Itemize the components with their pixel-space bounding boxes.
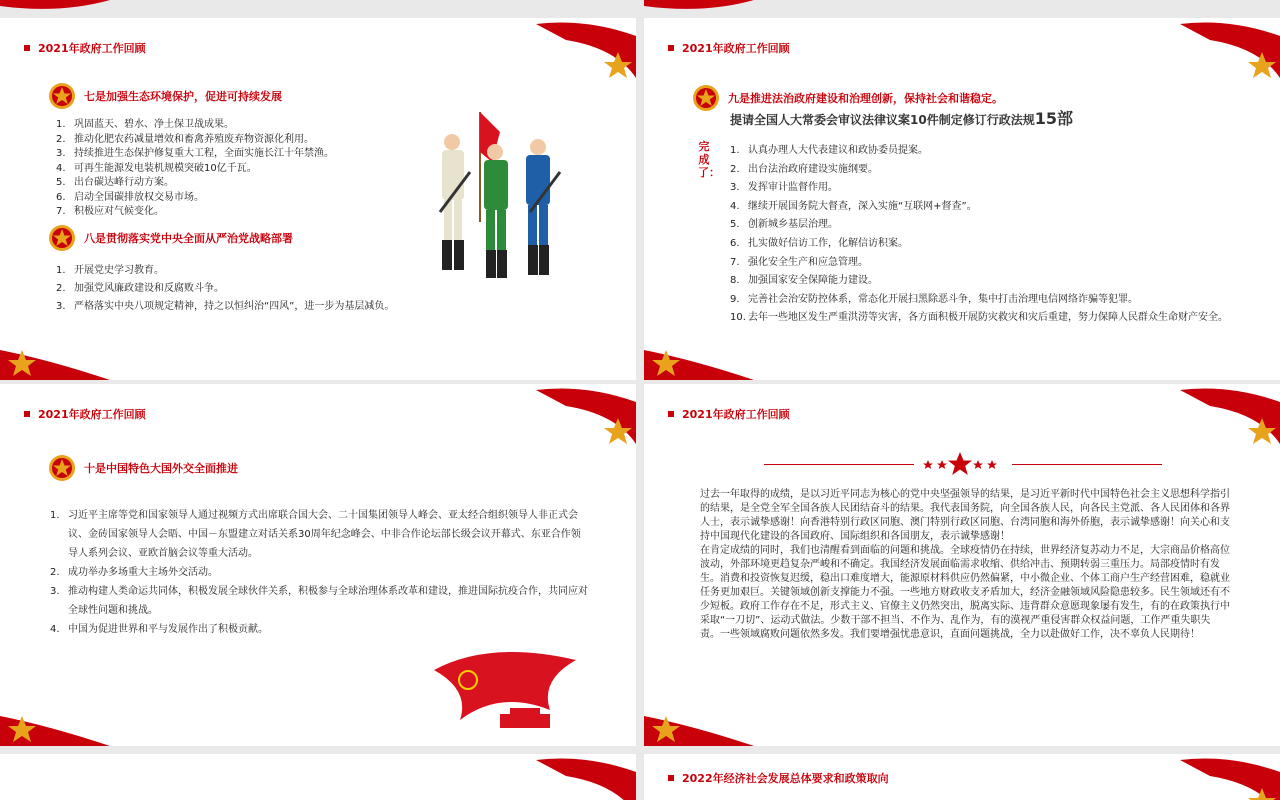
flag-ribbon-decoration (0, 0, 110, 14)
list-item: 5. 创新城乡基层治理。 (730, 219, 838, 231)
section-heading (48, 224, 293, 252)
star-badge-icon (48, 454, 76, 482)
header-title: 2021年政府工作回顾 (682, 408, 790, 421)
vertical-label: 完成了： (698, 140, 720, 179)
list-item: 3. 推动构建人类命运共同体，积极发展全球伙伴关系，积极参与全球治理体系改革和建设，推进国际抗疫合作，共同应对全球性问题和挑战。 (50, 586, 588, 616)
section-title: 九是推进法治政府建设和治理创新，保持社会和谐稳定。 (728, 92, 1003, 105)
section-heading (48, 454, 238, 482)
divider-line (1012, 464, 1162, 465)
flag-ribbon-decoration (526, 384, 636, 444)
flag-ribbon-decoration (526, 18, 636, 78)
summary-text (700, 488, 1230, 642)
bullet-square-icon (24, 411, 30, 417)
party-flag-illustration (430, 640, 580, 732)
list-item: 4. 中国为促进世界和平与发展作出了积极贡献。 (50, 624, 268, 635)
slide-header (24, 40, 146, 56)
list-item: 7. 强化安全生产和应急管理。 (730, 256, 868, 268)
list-item: 3. 持续推进生态保护修复重大工程，全面实施长江十年禁渔。 (56, 148, 334, 159)
section-title: 七是加强生态环境保护，促进可持续发展 (84, 90, 282, 103)
list-item: 8. 加强国家安全保障能力建设。 (730, 275, 878, 287)
five-stars-icon (920, 450, 1000, 478)
star-badge-icon (48, 82, 76, 110)
honor-guard-illustration (420, 102, 570, 282)
divider-line (764, 464, 914, 465)
law-list (730, 142, 1230, 328)
flag-ribbon-decoration (1170, 18, 1280, 78)
flag-ribbon-decoration (644, 330, 754, 380)
slide-header (668, 40, 790, 56)
slide-header (24, 406, 146, 422)
party-list (56, 262, 476, 316)
slide-3[interactable] (0, 384, 636, 746)
header-title: 2021年政府工作回顾 (38, 408, 146, 421)
slide-6[interactable] (644, 754, 1280, 800)
list-item: 3. 发挥审计监督作用。 (730, 182, 838, 194)
slide-4[interactable] (644, 384, 1280, 746)
list-item: 3. 严格落实中央八项规定精神，持之以恒纠治“四风”，进一步为基层减负。 (56, 301, 395, 312)
paragraph: 在肯定成绩的同时，我们也清醒看到面临的问题和挑战。全球疫情仍在持续，世界经济复苏动力不足，大宗商品价格高位波动，外部环境更趋复杂严峻和不确定。我国经济发展面临需求收缩、供给冲击、预期转弱三重压力。局部疫情时有发生。消费和投资恢复迟缓，稳出口难度增大，能源原材料供应仍然偏紧，中小微企业、个体工商户生产经营困难，稳就业任务更加艰巨。关键领域创新支撑能力不强。一些地方财政收支矛盾加大，经济金融领域风险隐患较多。民生领域还有不少短板。政府工作存在不足，形式主义、官僚主义仍然突出，脱离实际、违背群众意愿现象屡有发生，有的在政策执行中采取“一刀切”、运动式做法。少数干部不担当、不作为、乱作为，有的漠视严重侵害群众权益问题，工作严重失职失责。一些领域腐败问题依然多发。我们要增强忧患意识，直面问题挑战，全力以赴做好工作，决不辜负人民期待！ (700, 545, 1230, 640)
list-item: 1. 巩固蓝天、碧水、净土保卫战成果。 (56, 119, 234, 130)
flag-ribbon-decoration (644, 0, 754, 14)
list-item: 4. 可再生能源发电装机规模突破10亿千瓦。 (56, 162, 257, 174)
bullet-square-icon (668, 411, 674, 417)
slide-2[interactable] (644, 18, 1280, 380)
flag-ribbon-decoration (0, 330, 110, 380)
slide-1[interactable] (0, 18, 636, 380)
diplomacy-list (50, 506, 590, 639)
list-item: 5. 出台碳达峰行动方案。 (56, 177, 174, 188)
slide-5[interactable] (0, 754, 636, 800)
section-title: 十是中国特色大国外交全面推进 (84, 462, 238, 475)
eco-list (56, 118, 396, 220)
list-item: 2. 成功举办多场重大主场外交活动。 (50, 567, 218, 578)
header-title: 2021年政府工作回顾 (38, 42, 146, 55)
list-item: 1. 认真办理人大代表建议和政协委员提案。 (730, 145, 928, 156)
header-title: 2021年政府工作回顾 (682, 42, 790, 55)
flag-ribbon-decoration (526, 754, 636, 800)
bullet-square-icon (668, 775, 674, 781)
list-item: 10. 去年一些地区发生严重洪涝等灾害，各方面积极开展防灾救灾和灾后重建，努力保障人民群众生命财产安全。 (730, 312, 1228, 324)
list-item: 9. 完善社会治安防控体系，常态化开展扫黑除恶斗争，集中打击治理电信网络诈骗等犯罪。 (730, 293, 1138, 305)
star-badge-icon (48, 224, 76, 252)
flag-ribbon-decoration (644, 696, 754, 746)
header-title: 2022年经济社会发展总体要求和政策取向 (682, 772, 889, 785)
slide-header (668, 770, 889, 786)
list-item: 1. 开展党史学习教育。 (56, 265, 164, 276)
list-item: 7. 积极应对气候变化。 (56, 206, 164, 217)
list-item: 2. 加强党风廉政建设和反腐败斗争。 (56, 283, 224, 294)
list-item: 2. 推动化肥农药减量增效和畜禽养殖废弃物资源化利用。 (56, 133, 314, 145)
flag-ribbon-decoration (0, 696, 110, 746)
section-heading (48, 82, 282, 110)
section-subtitle: 提请全国人大常委会审议法律议案10件制定修订行政法规15部 (730, 109, 1073, 128)
list-item: 6. 启动全国碳排放权交易市场。 (56, 191, 204, 203)
flag-ribbon-decoration (1170, 384, 1280, 444)
section-title: 八是贯彻落实党中央全面从严治党战略部署 (84, 232, 293, 245)
slide-header (668, 406, 790, 422)
flag-ribbon-decoration (1170, 754, 1280, 800)
list-item: 4. 继续开展国务院大督查，深入实施“互联网+督查”。 (730, 200, 977, 212)
paragraph: 过去一年取得的成绩，是以习近平同志为核心的党中央坚强领导的结果，是习近平新时代中国特色社会主义思想科学指引的结果，是全党全军全国各族人民团结奋斗的结果。我代表国务院，向全国各族人民，向各民主党派、各人民团体和各界人士，表示诚挚感谢！向香港特别行政区同胞、澳门特别行政区同胞、台湾同胞和海外侨胞，表示诚挚感谢！向关心和支持中国现代化建设的各国政府、国际组织和各国朋友，表示诚挚感谢！ (700, 489, 1230, 542)
star-badge-icon (692, 84, 720, 112)
list-item: 2. 出台法治政府建设实施纲要。 (730, 163, 878, 175)
list-item: 1. 习近平主席等党和国家领导人通过视频方式出席联合国大会、二十国集团领导人峰会、亚太经合组织领导人非正式会议、金砖国家领导人会晤、中国－东盟建立对话关系30周年纪念峰会、中非合作论坛部长级会议开幕式、东亚合作领导人系列会议、亚欧首脑会议等重大活动。 (50, 510, 581, 559)
bullet-square-icon (24, 45, 30, 51)
bullet-square-icon (668, 45, 674, 51)
list-item: 6. 扎实做好信访工作，化解信访积案。 (730, 237, 908, 249)
